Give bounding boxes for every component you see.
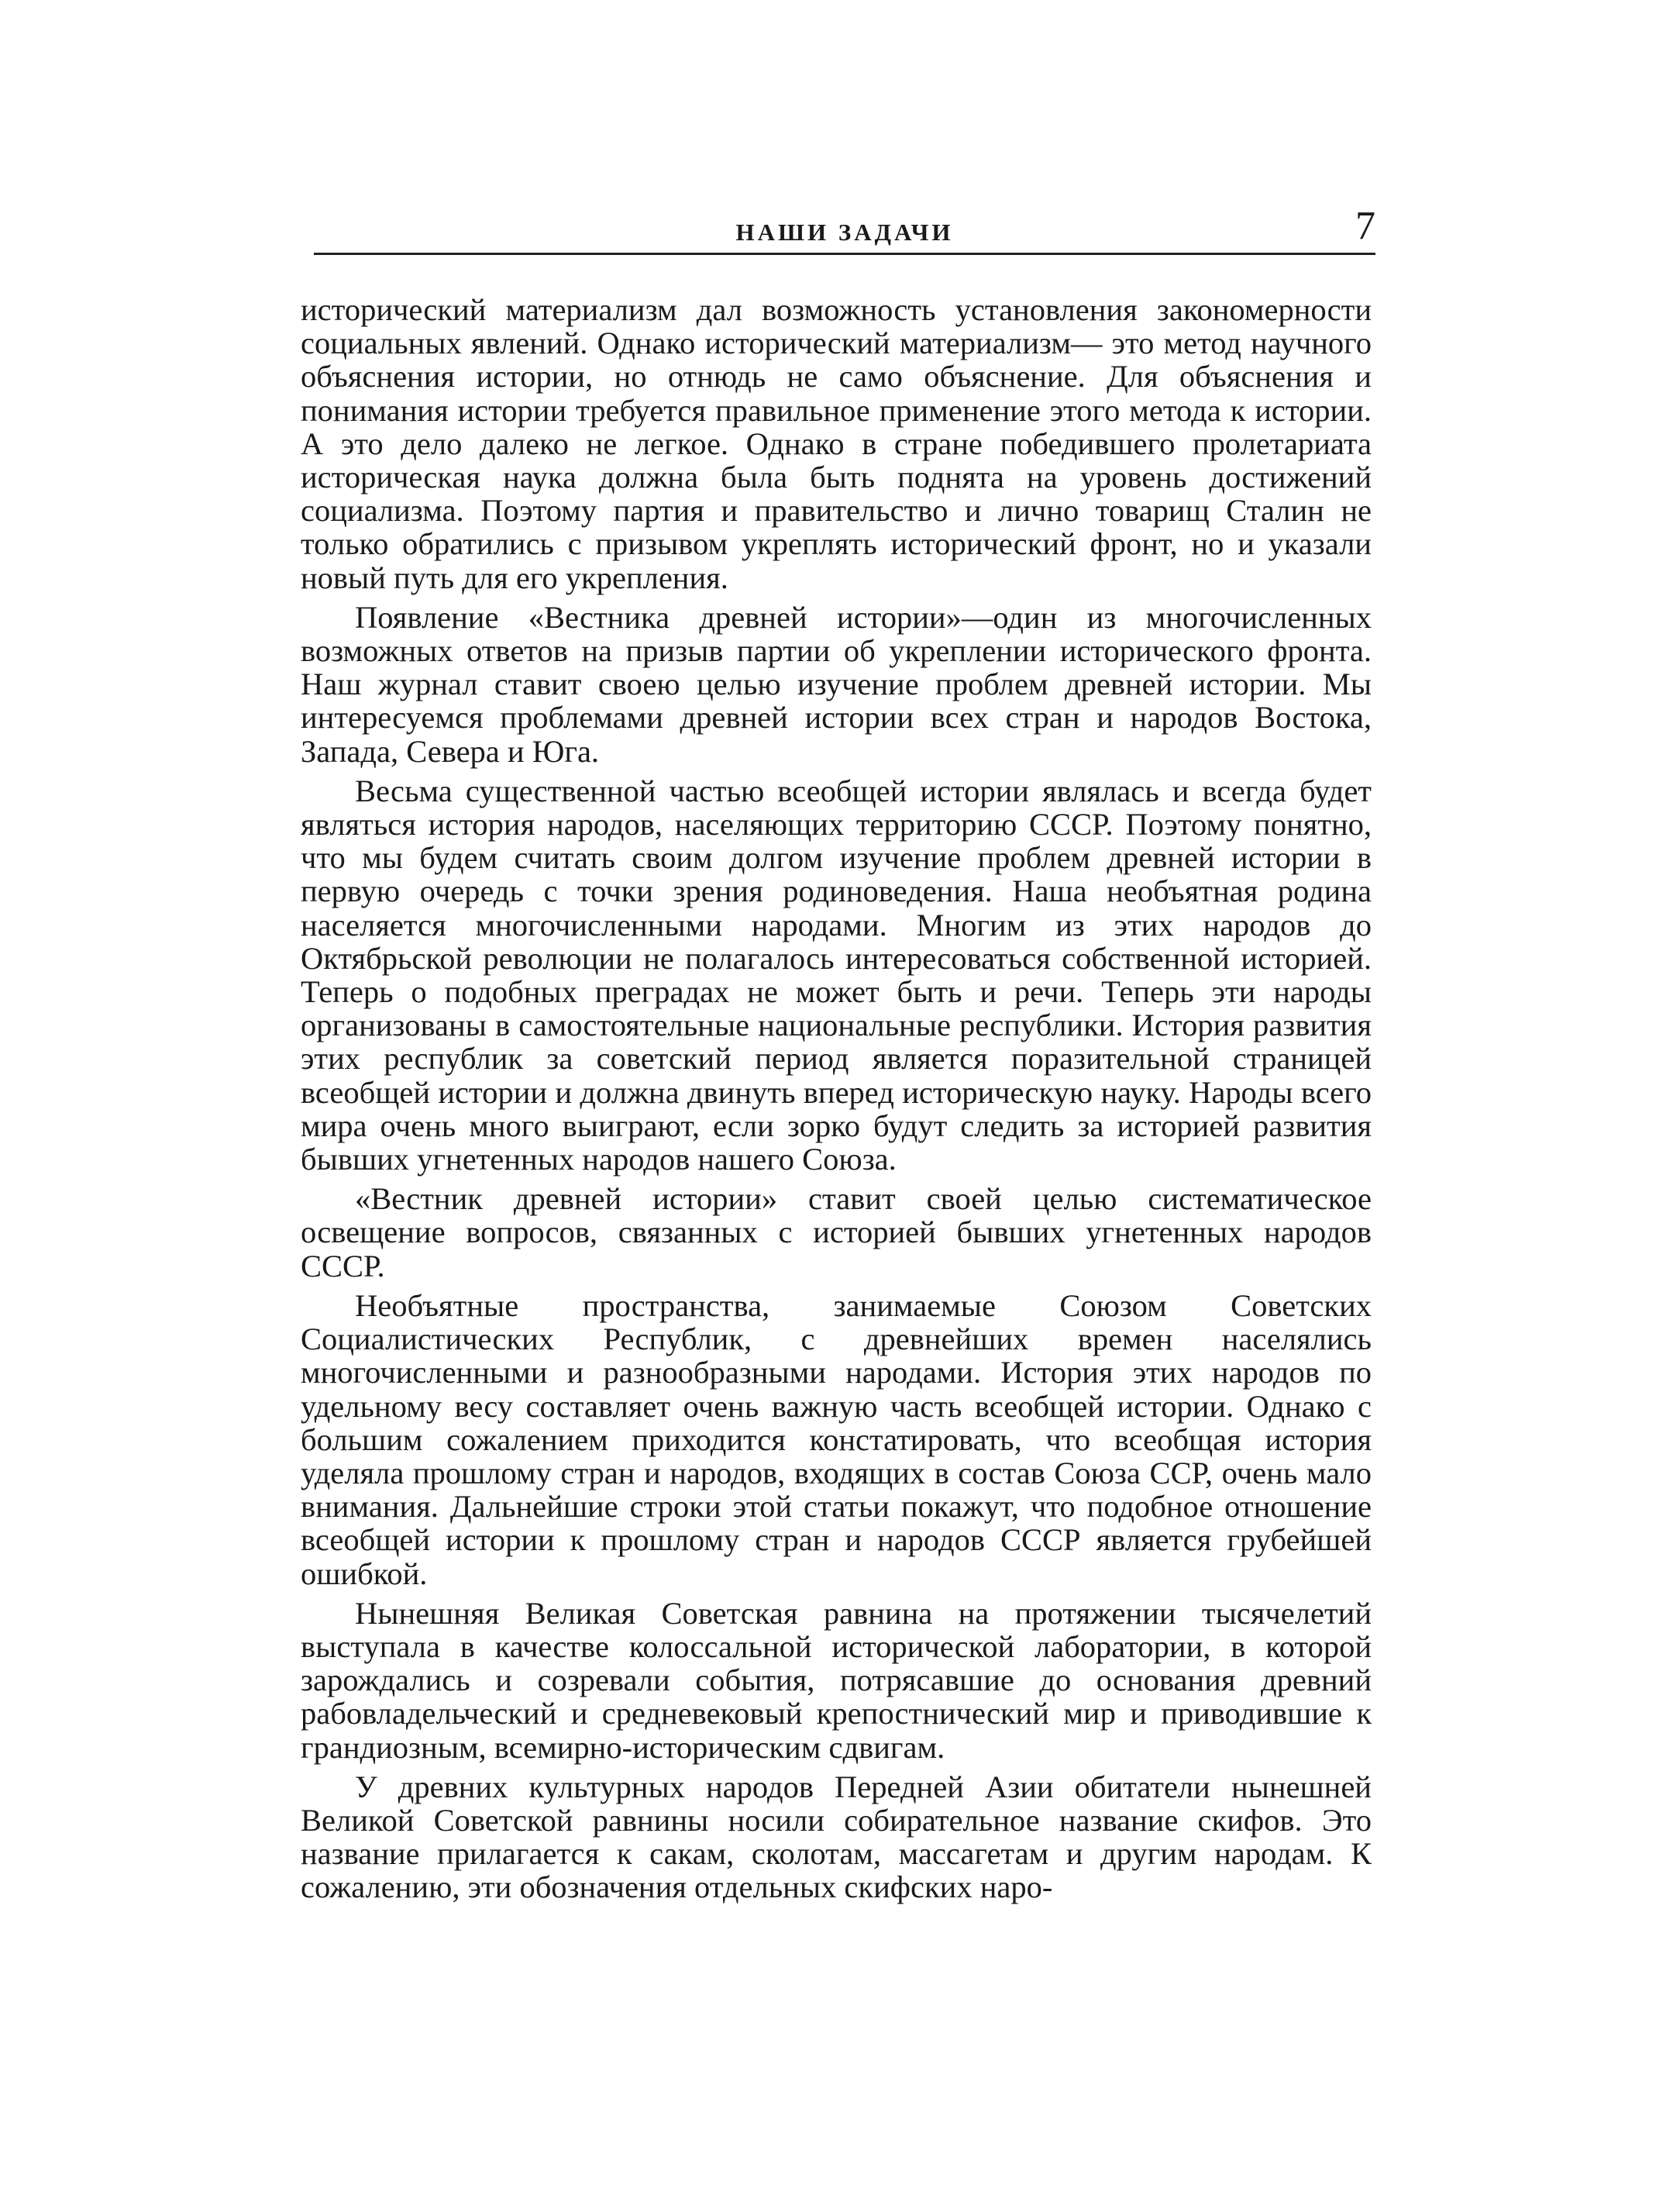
paragraph-1: исторический материализм дал возможность установления закономерности социальных явлений. Однако исторический материализм— это метод научного объяснения истории, но отнюдь не само объяснение. Для объяснения и понимания истории требуется правильное применение этого метода к истории. А это дело далеко не легкое. Однако в стране победившего пролетариата историческая наука должна была быть поднята на уровень достижений социализма. Поэтому партия и правительство и лично товарищ Сталин не только обратились с призывом укреплять исторический фронт, но и указали новый путь для его укрепления. bbox=[301, 292, 1372, 595]
paragraph-4: «Вестник древней истории» ставит своей целью систематическое освещение вопросов, связанных с историей бывших угнетенных народов СССР. bbox=[301, 1181, 1372, 1283]
paragraph-3: Весьма существенной частью всеобщей истории являлась и всегда будет являться история народов, населяющих территорию СССР. Поэтому понятно, что мы будем считать своим долгом изучение проблем древней истории в первую очередь с точки зрения родиноведения. Наша необъятная родина населяется многочисленными народами. Многим из этих народов до Октябрьской революции не полагалось интересоваться собственной историей. Теперь о подобных преградах не может быть и речи. Теперь эти народы организованы в самостоятельные национальные республики. История развития этих республик за советский период является поразительной страницей всеобщей истории и должна двинуть вперед историческую науку. Народы всего мира очень много выиграют, если зорко будут следить за историей развития бывших угнетенных народов нашего Союза. bbox=[301, 773, 1372, 1177]
paragraph-6: Нынешняя Великая Советская равнина на протяжении тысячелетий выступала в качестве колоссальной исторической лаборатории, в которой зарождались и созревали события, потрясавшие до основания древний рабовладельческий и средневековый крепостнический мир и приводившие к грандиозным, всемирно-историческим сдвигам. bbox=[301, 1595, 1372, 1765]
paragraph-2: Появление «Вестника древней истории»—один из многочисленных возможных ответов на призыв партии об укреплении исторического фронта. Наш журнал ставит своею целью изучение проблем древней истории. Мы интересуемся проблемами древней истории всех стран и народов Востока, Запада, Севера и Юга. bbox=[301, 599, 1372, 769]
running-head bbox=[314, 203, 1375, 265]
page-number: 7 bbox=[1355, 204, 1375, 248]
body-text bbox=[301, 293, 1372, 1911]
running-title: НАШИ ЗАДАЧИ bbox=[735, 219, 954, 246]
header-rule bbox=[314, 253, 1375, 255]
paragraph-7: У древних культурных народов Передней Азии обитатели нынешней Великой Советской равнины носили собирательное название скифов. Это название прилагается к сакам, сколотам, массагетам и другим народам. К сожалению, эти обозначения отдельных скифских наро- bbox=[301, 1769, 1372, 1905]
paragraph-5: Необъятные пространства, занимаемые Союзом Советских Социалистических Республик, с древнейших времен населялись многочисленными и разнообразными народами. История этих народов по удельному весу составляет очень важную часть всеобщей истории. Однако с большим сожалением приходится констатировать, что всеобщая история уделяла прошлому стран и народов, входящих в состав Союза ССР, очень мало внимания. Дальнейшие строки этой статьи покажут, что подобное отношение всеобщей истории к прошлому стран и народов СССР является грубейшей ошибкой. bbox=[301, 1287, 1372, 1591]
